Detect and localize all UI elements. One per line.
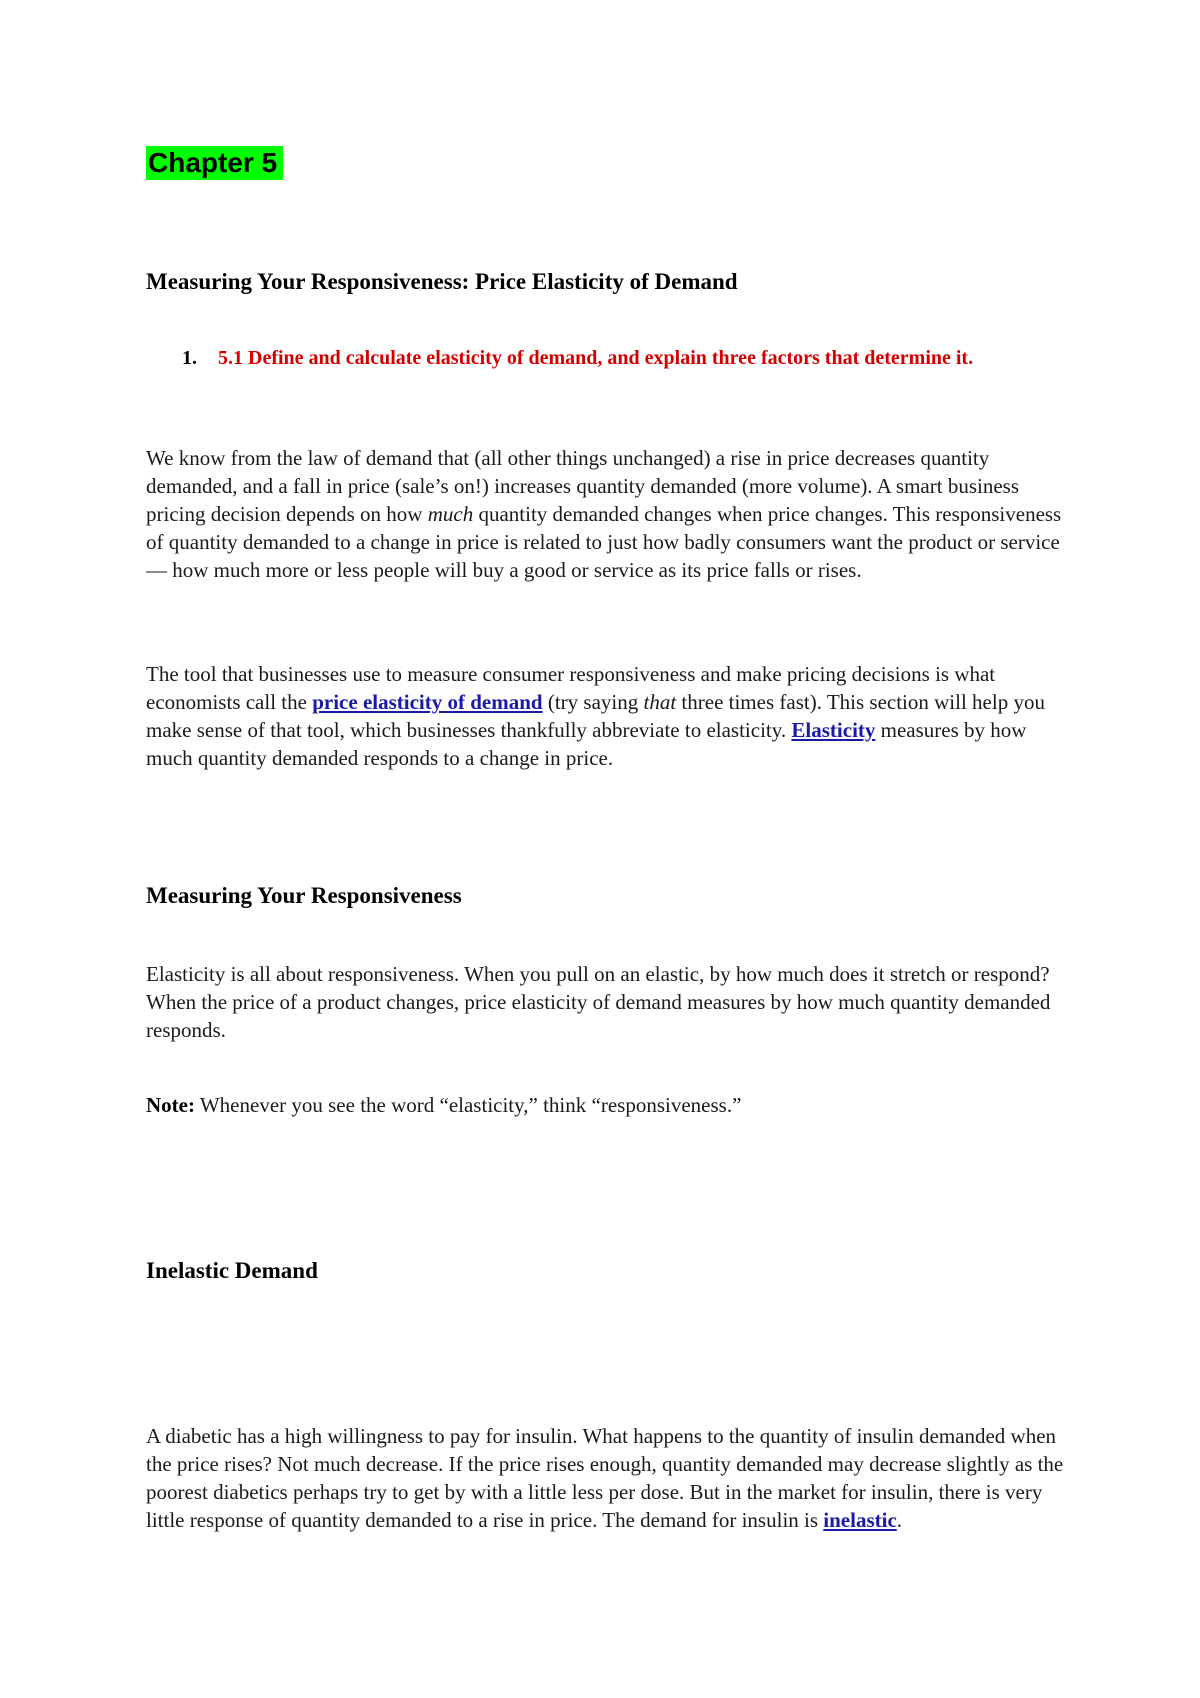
note-label: Note: — [146, 1093, 195, 1117]
section-heading-price-elasticity: Measuring Your Responsiveness: Price Elasticity of Demand — [146, 269, 738, 294]
objective-text: 5.1 Define and calculate elasticity of demand, and explain three factors that determine it. — [218, 347, 974, 369]
objective-number: 1. — [182, 347, 197, 369]
paragraph-text: . — [896, 1508, 903, 1532]
paragraph-text: We know from the law of demand that (all other things unchanged) a rise in price decreases quantity demanded, and a fall in price (sale’s on!) increases quantity demanded (more volume). A smart business pricing decision depends on how — [146, 446, 1019, 526]
paragraph-law-of-demand — [146, 444, 1066, 584]
emphasis-text: that — [643, 690, 677, 714]
paragraph-text: The tool that businesses use to measure consumer responsiveness and make pricing decisions is what economists call the — [146, 662, 996, 714]
paragraph-insulin-example — [146, 1422, 1066, 1534]
paragraph-responsiveness: Elasticity is all about responsiveness. When you pull on an elastic, by how much does it stretch or respond? When the price of a product changes, price elasticity of demand measures by how much quantity demanded responds. — [146, 962, 1051, 1042]
note-text: Whenever you see the word “elasticity,” think “responsiveness.” — [194, 1093, 742, 1117]
note-paragraph — [146, 1091, 1066, 1119]
link-elasticity[interactable]: Elasticity — [791, 718, 876, 742]
paragraph-elasticity-tool — [146, 660, 1066, 772]
chapter-label: Chapter 5 — [146, 146, 283, 180]
section-heading-inelastic-demand: Inelastic Demand — [146, 1258, 318, 1283]
link-inelastic[interactable]: inelastic — [823, 1508, 897, 1532]
paragraph-text: quantity demanded changes when price changes. This responsiveness of quantity demanded to a change in price is related to just how badly consumers want the product or service — how much more or less people will buy a good or service as its price falls or rises. — [146, 502, 1062, 582]
section-heading-measuring-responsiveness: Measuring Your Responsiveness — [146, 883, 462, 908]
paragraph-text: measures by how much quantity demanded responds to a change in price. — [146, 718, 1027, 770]
paragraph-text: three times fast). This section will help you make sense of that tool, which businesses thankfully abbreviate to elasticity. — [146, 690, 1045, 742]
paragraph-text: (try saying — [542, 690, 644, 714]
link-price-elasticity-of-demand[interactable]: price elasticity of demand — [312, 690, 543, 714]
emphasis-text: much — [427, 502, 474, 526]
paragraph-text: A diabetic has a high willingness to pay for insulin. What happens to the quantity of insulin demanded when the price rises? Not much decrease. If the price rises enough, quantity demanded may decrease slightly as the poorest diabetics perhaps try to get by with a little less per dose. But in the market for insulin, there is very little response of quantity demanded to a rise in price. The demand for insulin is — [146, 1424, 1064, 1532]
